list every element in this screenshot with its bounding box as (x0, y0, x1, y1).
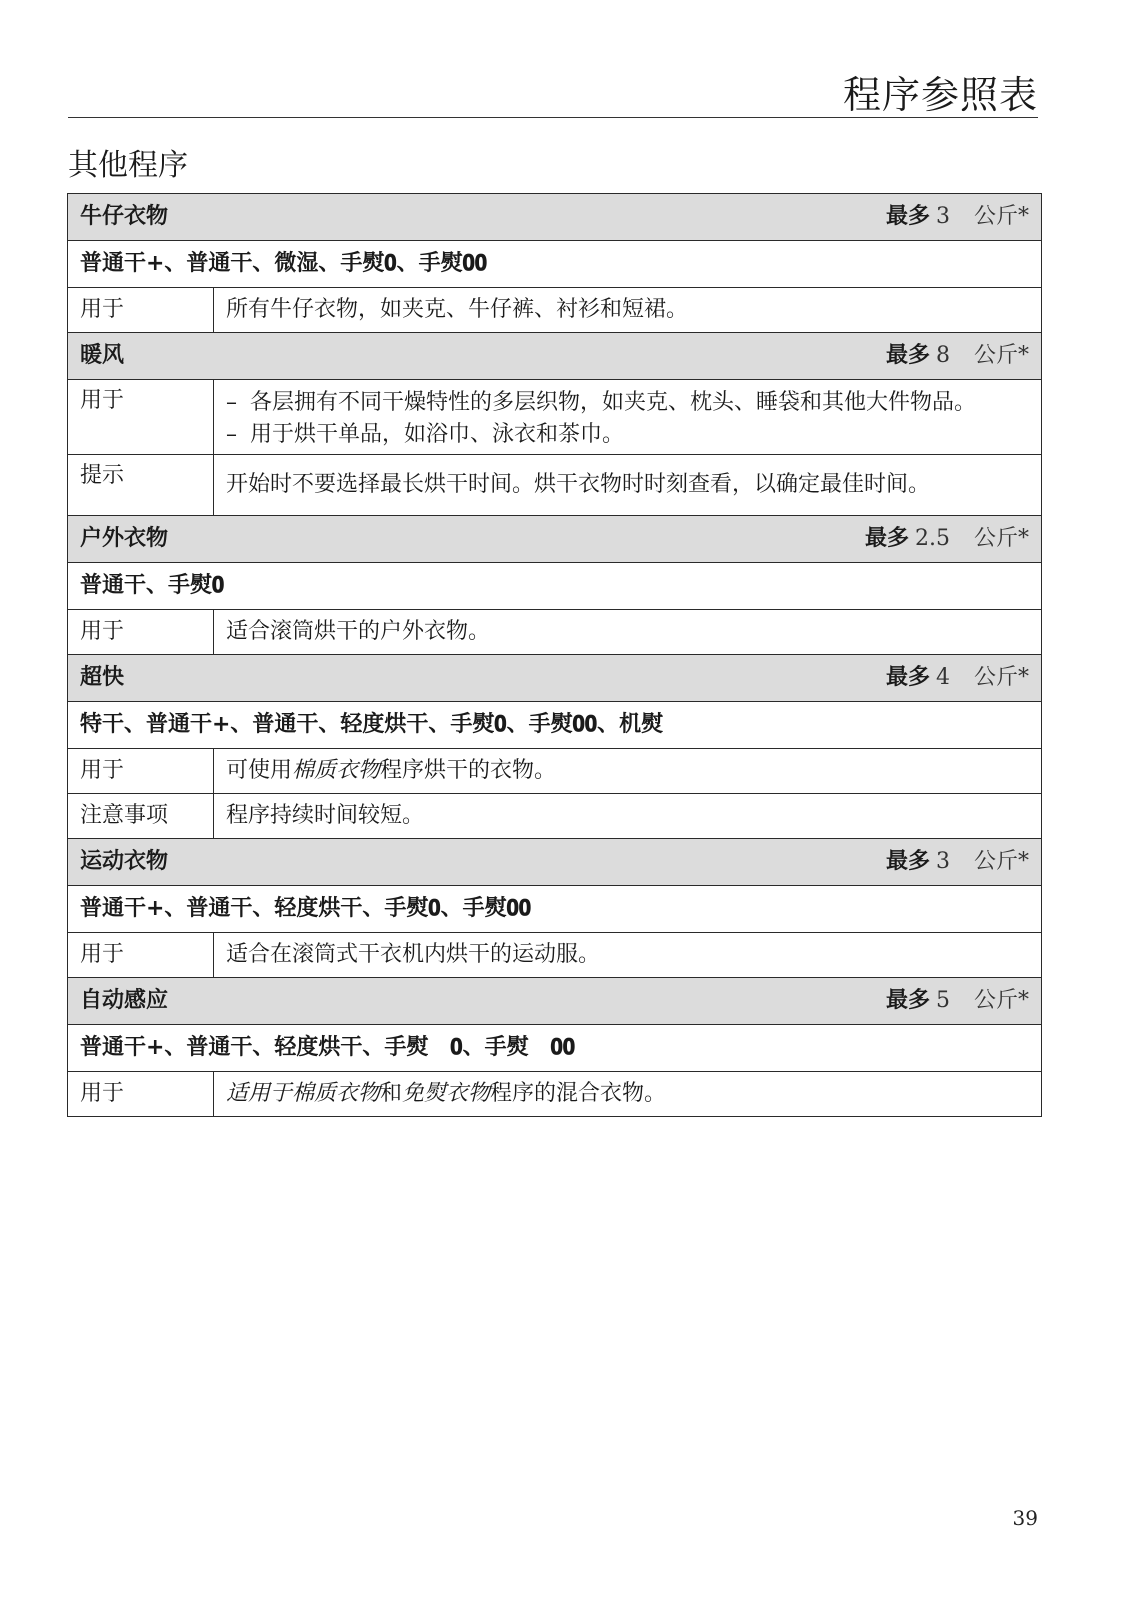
capacity (886, 988, 1029, 1014)
program-header-row (68, 333, 1042, 380)
capacity-label: 最多 (885, 204, 930, 229)
used-for-text: 所有牛仔衣物，如夹克、牛仔裤、衬衫和短裙。 (214, 288, 1042, 333)
program-modes-row (68, 702, 1042, 749)
program-header (68, 978, 1042, 1025)
used-for-row (68, 933, 1042, 978)
capacity-unit: 公斤* (973, 665, 1029, 690)
used-for-label: 用于 (68, 749, 214, 794)
program-name: 运动衣物 (80, 849, 169, 874)
used-for-text: 适合滚筒烘干的户外衣物。 (214, 610, 1042, 655)
program-header (68, 516, 1042, 563)
note-label: 注意事项 (68, 794, 214, 839)
program-header-row (68, 655, 1042, 702)
used-for-label: 用于 (68, 610, 214, 655)
program-modes: 特干、普通干+、普通干、轻度烘干、手熨𝟎、手熨𝟎𝟎、机熨 (68, 702, 1042, 749)
program-modes: 普通干+、普通干、微湿、手熨𝟎、手熨𝟎𝟎 (68, 241, 1042, 288)
program-header-row (68, 516, 1042, 563)
program-modes-row (68, 563, 1042, 610)
note-row (68, 794, 1042, 839)
capacity-label: 最多 (885, 665, 930, 690)
page-number: 39 (1012, 1506, 1038, 1530)
program-name: 超快 (80, 665, 125, 690)
capacity-value: 2.5 (914, 526, 950, 551)
capacity-label: 最多 (885, 343, 930, 368)
program-modes: 普通干+、普通干、轻度烘干、手熨 𝟎、手熨 𝟎𝟎 (68, 1025, 1042, 1072)
program-name: 户外衣物 (80, 526, 169, 551)
bullet-item (226, 422, 1029, 448)
program-header (68, 655, 1042, 702)
program-name: 暖风 (80, 343, 125, 368)
program-header (68, 839, 1042, 886)
program-modes-row (68, 886, 1042, 933)
used-for-post: 程序的混合衣物。 (490, 1081, 667, 1106)
used-for-row (68, 610, 1042, 655)
note-label: 提示 (68, 455, 214, 516)
used-for-row (68, 288, 1042, 333)
program-header-row (68, 978, 1042, 1025)
used-for-text (214, 1072, 1042, 1117)
capacity (886, 665, 1029, 691)
dash-marker: – (226, 390, 237, 415)
program-modes: 普通干、手熨𝟎 (68, 563, 1042, 610)
capacity-unit: 公斤* (973, 988, 1029, 1013)
program-reference: 免熨衣物 (402, 1081, 491, 1106)
capacity-unit: 公斤* (973, 343, 1029, 368)
used-for-list (214, 380, 1042, 455)
used-for-label: 用于 (68, 288, 214, 333)
used-for-text (214, 749, 1042, 794)
note-text: 程序持续时间较短。 (214, 794, 1042, 839)
program-header (68, 194, 1042, 241)
used-for-label: 用于 (68, 380, 214, 455)
bullet-text: 用于烘干单品，如浴巾、泳衣和茶巾。 (250, 422, 625, 447)
capacity-label: 最多 (885, 988, 930, 1013)
capacity (886, 204, 1029, 230)
capacity-unit: 公斤* (973, 849, 1029, 874)
program-header-row (68, 839, 1042, 886)
capacity-value: 3 (935, 204, 950, 229)
capacity-value: 8 (935, 343, 950, 368)
capacity-value: 3 (935, 849, 950, 874)
header-divider (68, 117, 1038, 118)
note-row (68, 455, 1042, 516)
program-table (67, 193, 1042, 1117)
program-modes: 普通干+、普通干、轻度烘干、手熨𝟎、手熨𝟎𝟎 (68, 886, 1042, 933)
program-name: 自动感应 (80, 988, 169, 1013)
capacity-label: 最多 (885, 849, 930, 874)
capacity (865, 526, 1029, 552)
program-reference: 棉质衣物 (292, 758, 381, 783)
program-header (68, 333, 1042, 380)
used-for-post: 程序烘干的衣物。 (380, 758, 557, 783)
bullet-text: 各层拥有不同干燥特性的多层织物，如夹克、枕头、睡袋和其他大件物品。 (250, 390, 977, 415)
used-for-pre: 可使用 (226, 758, 293, 783)
program-name: 牛仔衣物 (80, 204, 169, 229)
used-for-text: 适合在滚筒式干衣机内烘干的运动服。 (214, 933, 1042, 978)
used-for-label: 用于 (68, 933, 214, 978)
program-modes-row (68, 241, 1042, 288)
program-reference: 适用于棉质衣物 (226, 1081, 381, 1106)
capacity-value: 4 (935, 665, 950, 690)
used-for-mid: 和 (380, 1081, 403, 1106)
capacity (886, 849, 1029, 875)
dash-marker: – (226, 422, 237, 447)
capacity-label: 最多 (864, 526, 909, 551)
capacity-value: 5 (935, 988, 950, 1013)
note-text: 开始时不要选择最长烘干时间。烘干衣物时时刻查看，以确定最佳时间。 (214, 455, 1042, 516)
program-header-row (68, 194, 1042, 241)
used-for-row (68, 1072, 1042, 1117)
used-for-row (68, 749, 1042, 794)
program-modes-row (68, 1025, 1042, 1072)
used-for-label: 用于 (68, 1072, 214, 1117)
bullet-item (226, 390, 1029, 416)
section-title: 其他程序 (68, 148, 188, 183)
capacity-unit: 公斤* (973, 526, 1029, 551)
page-header-title: 程序参照表 (842, 73, 1038, 117)
used-for-row (68, 380, 1042, 455)
capacity-unit: 公斤* (973, 204, 1029, 229)
capacity (886, 343, 1029, 369)
